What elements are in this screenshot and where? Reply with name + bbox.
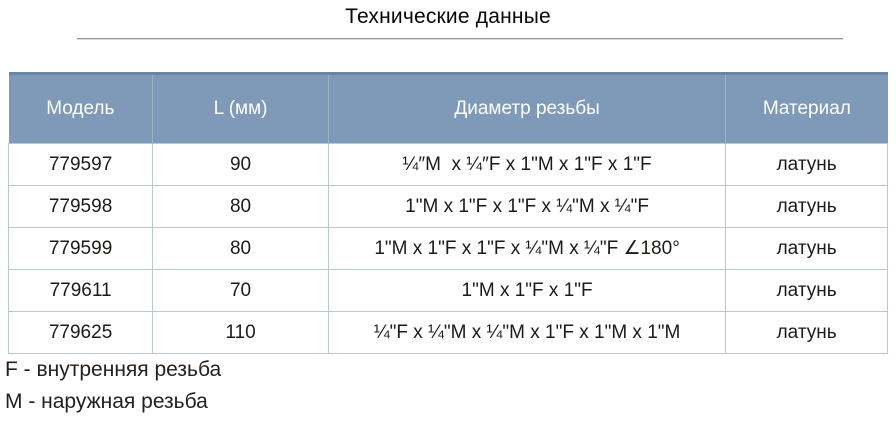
model-cell: 779611 [9,270,153,312]
material-cell: латунь [726,312,888,354]
column-header-diameter: Диаметр резьбы [328,74,725,144]
length-cell: 80 [153,228,329,270]
column-header-model: Модель [9,74,153,144]
material-cell: латунь [726,270,888,312]
title-divider [77,38,843,40]
table-header-row [9,74,888,144]
material-cell: латунь [726,144,888,186]
model-cell: 779597 [9,144,153,186]
material-cell: латунь [726,186,888,228]
diameter-cell: 1"M x 1"F x 1"F x ¼"M x ¼"F ∠180° [328,228,725,270]
table-row [9,186,888,228]
column-header-length: L (мм) [153,74,329,144]
model-cell: 779599 [9,228,153,270]
table-row [9,144,888,186]
legend-line-m: M - наружная резьба [5,390,208,413]
diameter-cell: 1"M x 1"F x 1"F x ¼"M x ¼"F [328,186,725,228]
table-row [9,312,888,354]
diameter-cell: ¼″M x ¼″F x 1"M x 1"F x 1"F [328,144,725,186]
table-header [9,74,888,144]
table-body [9,144,888,354]
page-title: Технические данные [345,5,551,28]
technical-data-table [8,72,888,354]
model-cell: 779598 [9,186,153,228]
length-cell: 80 [153,186,329,228]
diameter-cell: 1"M x 1"F x 1"F [328,270,725,312]
table-row [9,270,888,312]
diameter-cell: ¼"F x ¼"M x ¼"M x 1"F x 1"M x 1"M [328,312,725,354]
table-row [9,228,888,270]
length-cell: 110 [153,312,329,354]
legend-line-f: F - внутренняя резьба [5,358,222,381]
length-cell: 70 [153,270,329,312]
material-cell: латунь [726,228,888,270]
thread-legend [5,354,221,418]
model-cell: 779625 [9,312,153,354]
length-cell: 90 [153,144,329,186]
column-header-material: Материал [726,74,888,144]
